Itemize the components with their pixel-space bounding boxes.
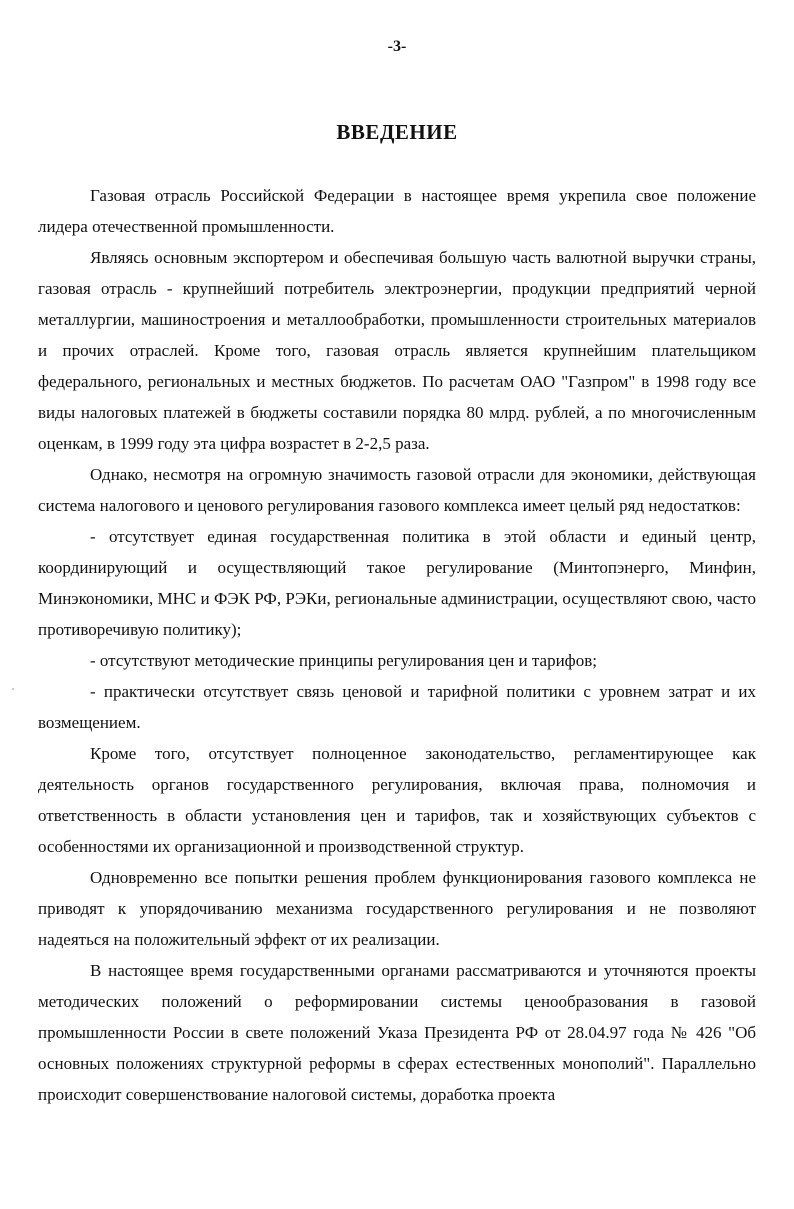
paragraph: Являясь основным экспортером и обеспечивая большую часть валютной выручки страны, газовая отрасль - крупнейший потребитель электроэнергии, продукции предприятий черной металлургии, машиностроения и металлообработки, промышленности строительных материалов и прочих отраслей. Кроме того, газовая отрасль является крупнейшим плательщиком федерального, региональных и местных бюджетов. По расчетам ОАО "Газпром" в 1998 году все виды налоговых платежей в бюджеты составили порядка 80 млрд. рублей, а по многочисленным оценкам, в 1999 году эта цифра возрастет в 2-2,5 раза. (38, 248, 756, 453)
list-item: - практически отсутствует связь ценовой и тарифной политики с уровнем затрат и их возмещением. (38, 682, 756, 732)
body-text (38, 180, 756, 1110)
list-item: - отсутствуют методические принципы регулирования цен и тарифов; (90, 651, 597, 670)
paragraph: В настоящее время государственными органами рассматриваются и уточняются проекты методических положений о реформировании системы ценообразования в газовой промышленности России в свете положений Указа Президента РФ от 28.04.97 года № 426 "Об основных положениях структурной реформы в сферах естественных монополий". Параллельно происходит совершенствование налоговой системы, доработка проекта (38, 961, 756, 1104)
paragraph: Одновременно все попытки решения проблем функционирования газового комплекса не приводят к упорядочиванию механизма государственного регулирования и не позволяют надеяться на положительный эффект от их реализации. (38, 868, 756, 949)
paragraph: Кроме того, отсутствует полноценное законодательство, регламентирующее как деятельность органов государственного регулирования, включая права, полномочия и ответственность в области установления цен и тарифов, так и хозяйствующих субъектов с особенностями их организационной и производственной структур. (38, 744, 756, 856)
page-number: -3- (387, 38, 407, 55)
list-item: - отсутствует единая государственная политика в этой области и единый центр, координирующий и осуществляющий такое регулирование (Минтопэнерго, Минфин, Минэкономики, МНС и ФЭК РФ, РЭКи, региональные администрации, осуществляют свою, часто противоречивую политику); (38, 527, 756, 639)
scan-artifact (12, 688, 14, 690)
paragraph: Газовая отрасль Российской Федерации в настоящее время укрепила свое положение лидера отечественной промышленности. (38, 186, 756, 236)
paragraph: Однако, несмотря на огромную значимость газовой отрасли для экономики, действующая система налогового и ценового регулирования газового комплекса имеет целый ряд недостатков: (38, 465, 756, 515)
section-title: ВВЕДЕНИЕ (336, 120, 458, 144)
